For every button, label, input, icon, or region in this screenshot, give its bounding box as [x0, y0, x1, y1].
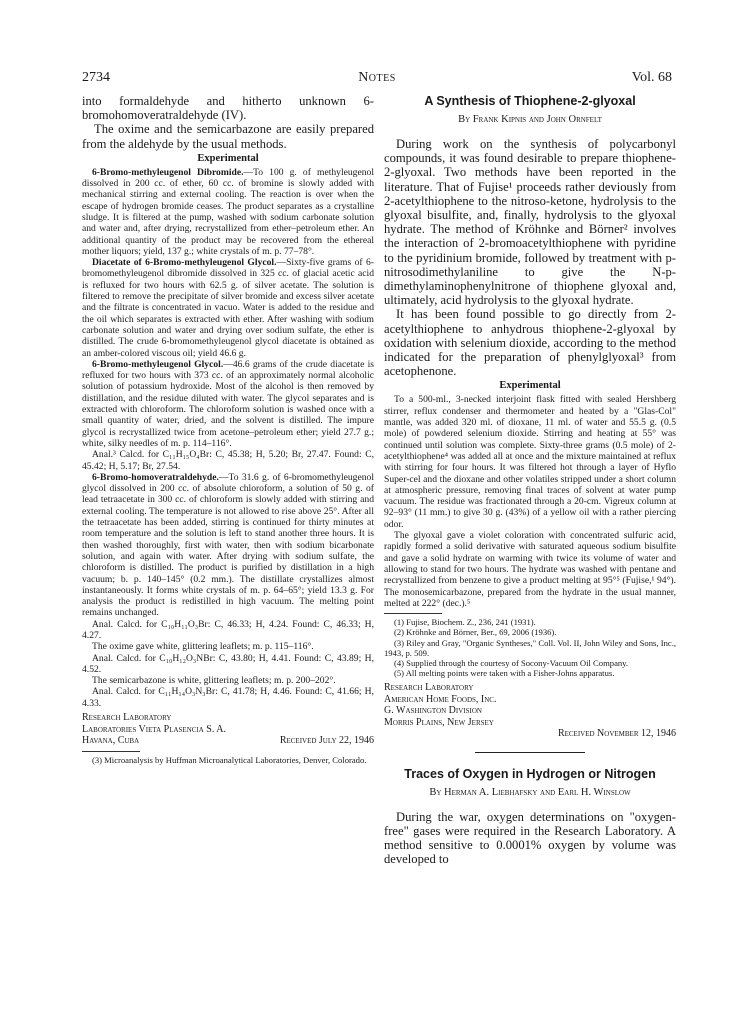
intro-paragraph-1: into formaldehyde and hitherto unknown 6-bromohomoveratraldehyde (IV).: [82, 94, 374, 123]
footnote: (5) All melting points were taken with a Fisher-Johns apparatus.: [394, 668, 615, 679]
body-paragraph: During the war, oxygen determinations on "oxygen-free" gases were required in the Research Laboratory. A method sensitive to 0.0001% oxygen by volume was developed to: [384, 809, 676, 867]
affiliation-line: G. Washington Division: [384, 705, 482, 717]
intro-paragraph-2: The oxime and the semicarbazone are easily prepared from the aldehyde by the usual methods.: [82, 122, 374, 151]
article-authors: By Herman A. Liebhafsky and Earl H. Winslow: [429, 786, 631, 798]
footnote: (2) Kröhnke and Börner, Ber., 69, 2006 (1936).: [394, 627, 557, 638]
received-date: Received July 22, 1946: [279, 735, 374, 747]
affiliation-line: Morris Plains, New Jersey: [384, 716, 494, 728]
volume-label: Vol. 68: [631, 70, 672, 85]
analysis-semicarbazone: Anal. Calcd. for C₁₁H₁₄O₃N₃Br: C, 41.78; H, 4.46. Found: C, 41.66; H, 4.33.: [82, 686, 374, 709]
footnote-rule: [82, 751, 140, 752]
body-paragraph: During work on the synthesis of polycarbonyl compounds, it was found desirable to prepare thiophene-2-glyoxal. Two methods have been reported in the literature. That of Fujise¹ proceeds rather deviously from 2-acetylthiophene to the nitroso-ketone, hydrolysis to the glyoxal bisulfite, and, finally, hydrolysis to the glyoxal hydrate. The method of Kröhnke and Börner² involves the interaction of 2-bromoacetylthiophene with pyridine to the pyridinium bromide, followed by treatment with p-nitrosodimethylaniline to give the N-p-dimethylaminophenylnitrone of thiophene glyoxal and, ultimately, acid hydrolysis to the glyoxal hydrate.: [384, 137, 676, 308]
analysis-oxime: Anal. Calcd. for C₁₀H₁₂O₃NBr: C, 43.80; H, 4.41. Found: C, 43.89; H, 4.52.: [82, 652, 374, 675]
experimental-paragraph: The glyoxal gave a violet coloration with concentrated sulfuric acid, rapidly formed a solid derivative with saturated aqueous sodium bisulfite and gave a solid hydrate on warming with twice its volume of water and allowing to stand for two hours. The hydrate was washed with pentane and recrystallized from benzene to give a product melting at 95°⁵ (Fujise,¹ 94°). The monosemicarbazone, prepared from the hydrate in the usual manner, melted at 222° (dec.).⁵: [384, 530, 676, 609]
procedure-text: —To 100 g. of methyleugenol dissolved in 200 cc. of ether, 60 cc. of bromine is slowly added with mechanical stirring and external cooling. The reaction is over when the escape of hydrogen bromide ceases. The product separates as a crystalline sludge. It is filtered at the pump, washed with sodium carbonate solution and water and, after drying, recrystallized from ether–petroleum ether. An additional quantity of the product may be recovered from the ethereal mother liquors; yield, 137 g.; white crystals of m. p. 77–78°.: [82, 166, 374, 257]
affiliation-line: Research Laboratory: [384, 682, 474, 694]
oxime-note: The oxime gave white, glittering leaflets; m. p. 115–116°.: [92, 641, 314, 653]
page-number: 2734: [82, 70, 110, 85]
affiliation-received-row: [82, 735, 374, 747]
procedure-title: Diacetate of 6-Bromo-methyleugenol Glycol.: [92, 257, 277, 269]
procedure-text: —46.6 grams of the crude diacetate is refluxed for two hours with 373 cc. of an approximately normal alcoholic solution of potassium hydroxide. Most of the alcohol is then removed by distillation, and the residue diluted with water. The glycol separates and is extracted with chloroform. The chloroform solution is washed once with a small quantity of water, dried, and the solvent is distilled. The impure glycol is recrystallized twice from acetone–petroleum ether; yield 27.7 g.; white, silky needles of m. p. 114–116°.: [82, 358, 374, 449]
procedure-text: —Sixty-five grams of 6-bromomethyleugenol dibromide dissolved in 325 cc. of glacial acetic acid is refluxed for two hours with 62.5 g. of silver acetate. The solution is filtered to remove the precipitate of silver bromide and excess silver acetate and the filtrate is concentrated in vacuo. Water is added to the residue and the oil which separates is extracted with ether. After washing with sodium carbonate solution and water and drying over sodium sulfate, the ether is distilled. The crude 6-bromomethyleugenol glycol diacetate is obtained as an amber-colored viscous oil; yield 46.6 g.: [82, 257, 374, 359]
received-date: Received November 12, 1946: [557, 728, 676, 740]
procedure-diacetate: [82, 257, 374, 359]
article-authors: By Frank Kipnis and John Ornfelt: [458, 114, 602, 125]
procedure-text: —To 31.6 g. of 6-bromomethyleugenol glycol dissolved in 200 cc. of absolute chloroform, a solution of 50 g. of lead tetraacetate in 300 cc. of chloroform is slowly added with stirring and external cooling. The temperature is not allowed to rise above 25°. After all the tetraacetate has been added, stirring is continued for thirty minutes at room temperature and the solution is left to stand another three hours. It is then washed thoroughly, first with water, then with sodium bicarbonate solution, and again with water. After drying with sodium sulfate, the chloroform is distilled. The product is purified by distillation in a high vacuum; b. p. 140–145° (0.2 mm.). The distillate crystallizes almost instantaneously. It forms white crystals of m. p. 64–65°; yield 13.3 g. For analysis the product is redistilled in high vacuum. The melting point remains unchanged.: [82, 471, 374, 619]
right-column: [384, 94, 676, 867]
affiliation-line: Research Laboratory: [82, 712, 172, 724]
semicarbazone-note: The semicarbazone is white, glittering leaflets; m. p. 200–202°.: [92, 675, 336, 687]
article-title: Traces of Oxygen in Hydrogen or Nitrogen: [404, 766, 656, 781]
procedure-glycol: [82, 359, 374, 449]
footnote: (3) Microanalysis by Huffman Microanalytical Laboratories, Denver, Colorado.: [92, 754, 367, 765]
experimental-paragraph: To a 500-ml., 3-necked interjoint flask fitted with sealed Hershberg stirrer, reflux condenser and thermometer and heated by a "Glas-Col" mantle, was added 320 ml. of dioxane, 11 ml. of water and 55.5 g. (0.5 mole) of powdered selenium dioxide. Stirring and heating at 55° was continued until solution was complete. Sixty-three grams (0.5 mole) of 2-acetylthiophene⁴ was added all at once and the mixture maintained at reflux with stirring for four hours. It was filtered hot through a layer of Hyflo Super-cel and the dioxane and other volatiles stripped under a short column at atmospheric pressure, removing final traces of solvent at water pump vacuum. The residue was fractionated through a 20-cm. Vigreux column at 92–93° (11 mm.) to give 30 g. (43%) of a yellow oil with a rather piercing odor.: [384, 394, 676, 530]
procedure-aldehyde: [82, 472, 374, 619]
procedure-dibromide: [82, 167, 374, 257]
experimental-heading: Experimental: [499, 380, 561, 392]
affiliation-line: Laboratories Vieta Plasencia S. A.: [82, 723, 227, 735]
procedure-title: 6-Bromo-homoveratraldehyde.: [92, 471, 219, 483]
article-divider: [475, 752, 585, 753]
footnote: (4) Supplied through the courtesy of Socony-Vacuum Oil Company.: [394, 657, 629, 668]
analysis-aldehyde: Anal. Calcd. for C₁₀H₁₁O₃Br: C, 46.33; H, 4.24. Found: C, 46.33; H, 4.27.: [82, 618, 374, 641]
affiliation-line: American Home Foods, Inc.: [384, 693, 497, 705]
article-title: A Synthesis of Thiophene-2-glyoxal: [424, 94, 636, 108]
procedure-title: 6-Bromo-methyleugenol Dibromide.: [92, 166, 244, 178]
affiliation-block: [82, 712, 374, 747]
analysis-glycol: Anal.³ Calcd. for C₁₁H₁₅O₄Br: C, 45.38; H, 5.20; Br, 27.47. Found: C, 45.42; H, 5.17; Br, 27.54.: [82, 449, 374, 472]
body-paragraph: It has been found possible to go directly from 2-acetylthiophene to anhydrous thiophene-2-glyoxal by oxidation with selenium dioxide, according to the method indicated for the preparation of phenylglyoxal³ from acetophenone.: [384, 307, 676, 379]
footnote-rule: [384, 613, 442, 614]
affiliation-line: Havana, Cuba: [82, 735, 140, 747]
procedure-title: 6-Bromo-methyleugenol Glycol.: [92, 358, 224, 370]
left-column: [82, 94, 374, 765]
footnote: (3) Riley and Gray, "Organic Syntheses," Coll. Vol. II, John Wiley and Sons, Inc., 1943, p. 509.: [384, 637, 676, 658]
affiliation-block: [384, 682, 676, 740]
experimental-heading: Experimental: [197, 152, 259, 164]
page-header: [82, 70, 672, 88]
footnote: (1) Fujise, Biochem. Z., 236, 241 (1931).: [394, 617, 536, 628]
running-head: Notes: [358, 70, 396, 85]
